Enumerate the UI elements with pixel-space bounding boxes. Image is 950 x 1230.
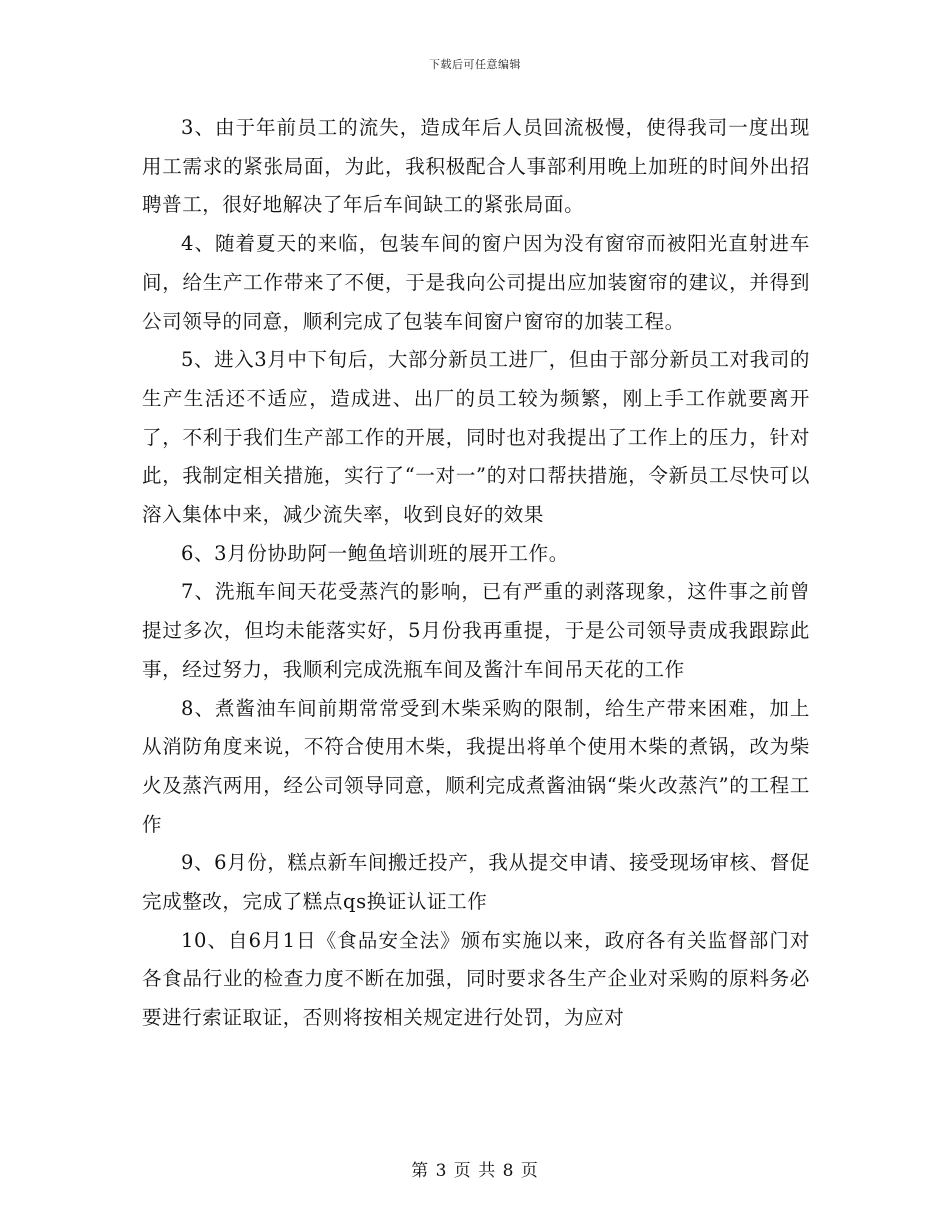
paragraph-item-9: 9、6月份，糕点新车间搬迁投产，我从提交申请、接受现场审核、督促完成整改，完成了糕点qs换证认证工作 — [142, 851, 811, 914]
paragraph-item-3: 3、由于年前员工的流失，造成年后人员回流极慢，使得我司一度出现用工需求的紧张局面，为此，我积极配合人事部利用晚上加班的时间外出招聘普工，很好地解决了年后车间缺工的紧张局面。 — [142, 116, 810, 217]
page-number-footer: 第 3 页 共 8 页 — [411, 1161, 539, 1181]
paragraph-item-4: 4、随着夏天的来临，包装车间的窗户因为没有窗帘而被阳光直射进车间，给生产工作带来了不便，于是我向公司提出应加装窗帘的建议，并得到公司领导的同意，顺利完成了包装车间窗户窗帘的加装工程。 — [142, 232, 810, 333]
paragraph-item-8: 8、煮酱油车间前期常常受到木柴采购的限制，给生产带来困难，加上从消防角度来说，不符合使用木柴，我提出将单个使用木柴的煮锅，改为柴火及蒸汽两用，经公司领导同意，顺利完成煮酱油锅“柴火改蒸汽”的工程工作 — [142, 696, 810, 836]
page-header: 下载后可任意编辑 — [429, 58, 521, 71]
document-body — [142, 109, 810, 1038]
paragraph-item-6: 6、3月份协助阿一鲍鱼培训班的展开工作。 — [181, 541, 569, 565]
paragraph-item-7: 7、洗瓶车间天花受蒸汽的影响，已有严重的剥落现象，这件事之前曾提过多次，但均未能落实好，5月份我再重提，于是公司领导责成我跟踪此事，经过努力，我顺利完成洗瓶车间及酱汁车间吊天花的工作 — [142, 580, 810, 681]
paragraph-item-5: 5、进入3月中下旬后，大部分新员工进厂，但由于部分新员工对我司的生产生活还不适应，造成进、出厂的员工较为频繁，刚上手工作就要离开了，不利于我们生产部工作的开展，同时也对我提出了工作上的压力，针对此，我制定相关措施，实行了“一对一”的对口帮扶措施，令新员工尽快可以溶入集体中来，减少流失率，收到良好的效果 — [142, 348, 811, 527]
paragraph-item-10: 10、自6月1日《食品安全法》颁布实施以来，政府各有关监督部门对各食品行业的检查力度不断在加强，同时要求各生产企业对采购的原料务必要进行索证取证，否则将按相关规定进行处罚，为应对 — [142, 928, 810, 1030]
